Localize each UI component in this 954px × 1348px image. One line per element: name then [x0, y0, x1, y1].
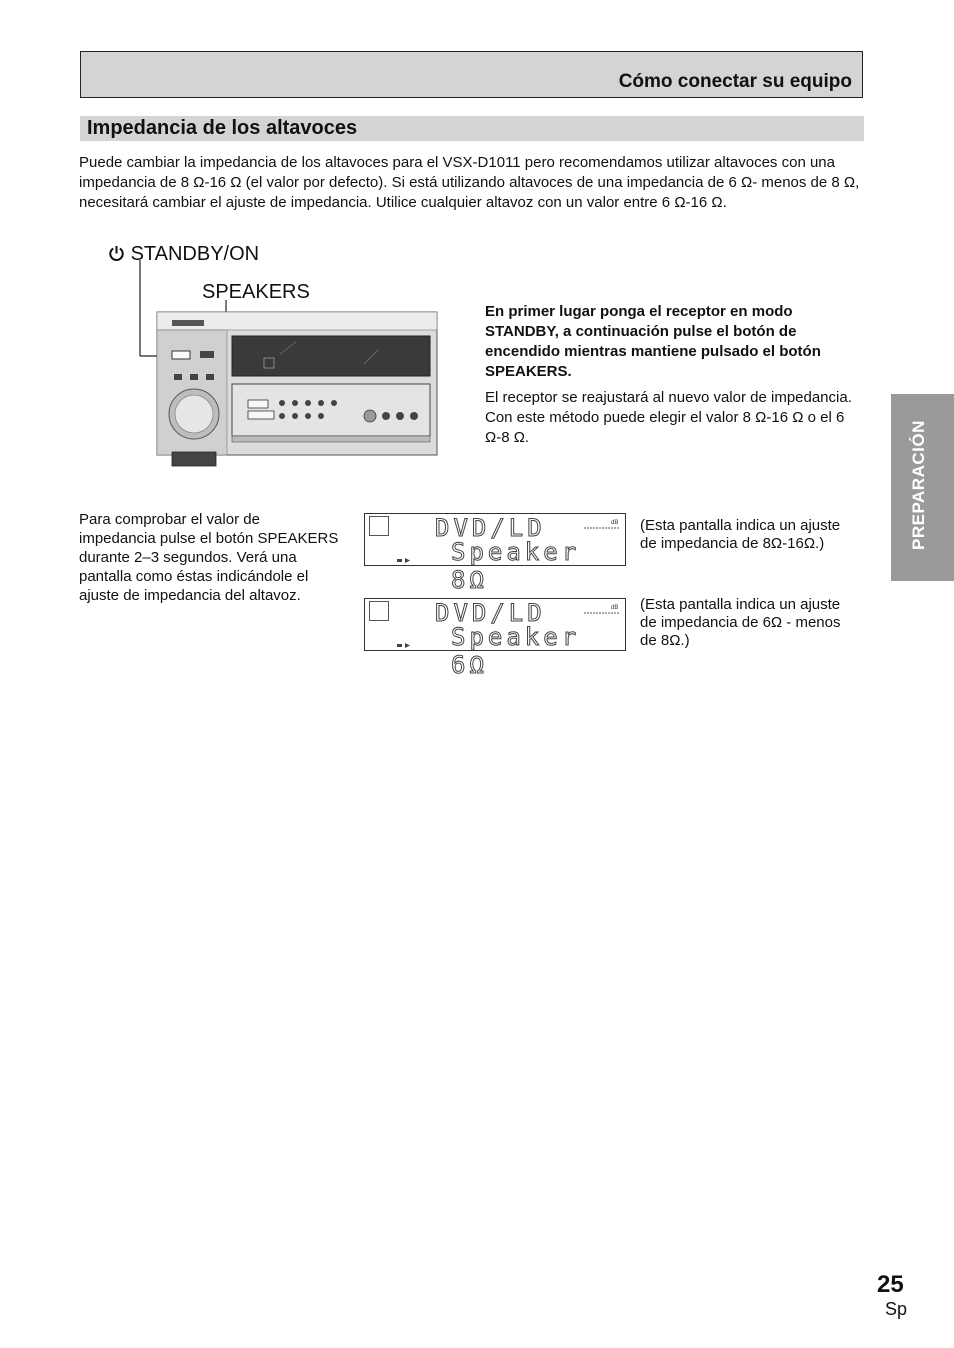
display-caption-6ohm: (Esta pantalla indica un ajuste de impedancia de 6Ω - menos de 8Ω.) — [640, 596, 841, 649]
section-title: Impedancia de los altavoces — [87, 117, 358, 139]
page-number: 25 — [877, 1271, 904, 1298]
svg-text:dB: dB — [611, 605, 619, 611]
power-icon — [108, 245, 125, 262]
display-line2: Speaker 8Ω — [451, 538, 581, 594]
speaker-indicator-icon — [397, 642, 413, 649]
check-paragraph: Para comprobar el valor de impedancia pulse el botón SPEAKERS durante 2–3 segundos. Verá una pantalla como éstas indicándole el ajuste de impedancia del altavoz. — [79, 511, 339, 604]
display-line1: DVD/LD — [435, 514, 546, 542]
instructions-bold: En primer lugar ponga el receptor en modo STANDBY, a continuación pulse el botón de encendido mientras mantiene pulsado el botón SPEAKERS. — [485, 303, 821, 380]
level-meter-icon — [583, 518, 621, 530]
display-caption-8ohm: (Esta pantalla indica un ajuste de impedancia de 8Ω-16Ω.) — [640, 517, 841, 552]
standby-label: STANDBY/ON — [108, 243, 259, 266]
speakers-label: SPEAKERS — [202, 281, 310, 303]
display-indicator-box — [369, 516, 389, 536]
display-panel-8ohm — [364, 513, 626, 594]
display-indicator-box — [369, 601, 389, 621]
instructions-normal: El receptor se reajustará al nuevo valor de impedancia. Con este método puede elegir el valor 8 Ω-16 Ω o el 6 Ω-8 Ω. — [485, 389, 852, 446]
display-panel-6ohm — [364, 598, 626, 679]
level-meter-icon — [583, 603, 621, 615]
header-band — [80, 51, 863, 98]
svg-text:dB: dB — [611, 520, 619, 526]
display-line2: Speaker 6Ω — [451, 623, 581, 679]
speaker-indicator-icon — [397, 557, 413, 564]
instructions — [485, 302, 863, 448]
header-title: Cómo conectar su equipo — [618, 71, 852, 92]
section-bar — [80, 116, 864, 141]
side-tab — [891, 394, 954, 581]
receiver-illustration — [100, 238, 445, 473]
page-language: Sp — [885, 1299, 908, 1319]
intro-paragraph: Puede cambiar la impedancia de los altavoces para el VSX-D1011 pero recomendamos utilizar altavoces con una impedancia de 8 Ω-16 Ω (el valor por defecto). Si está utilizando altavoces de una impedancia de 6 Ω- menos de 8 Ω, necesitará cambiar el ajuste de impedancia. Utilice cualquier altavoz con un valor entre 6 Ω-16 Ω. — [79, 154, 860, 211]
display-line1: DVD/LD — [435, 599, 546, 627]
side-tab-label: PREPARACIÓN — [909, 420, 928, 550]
